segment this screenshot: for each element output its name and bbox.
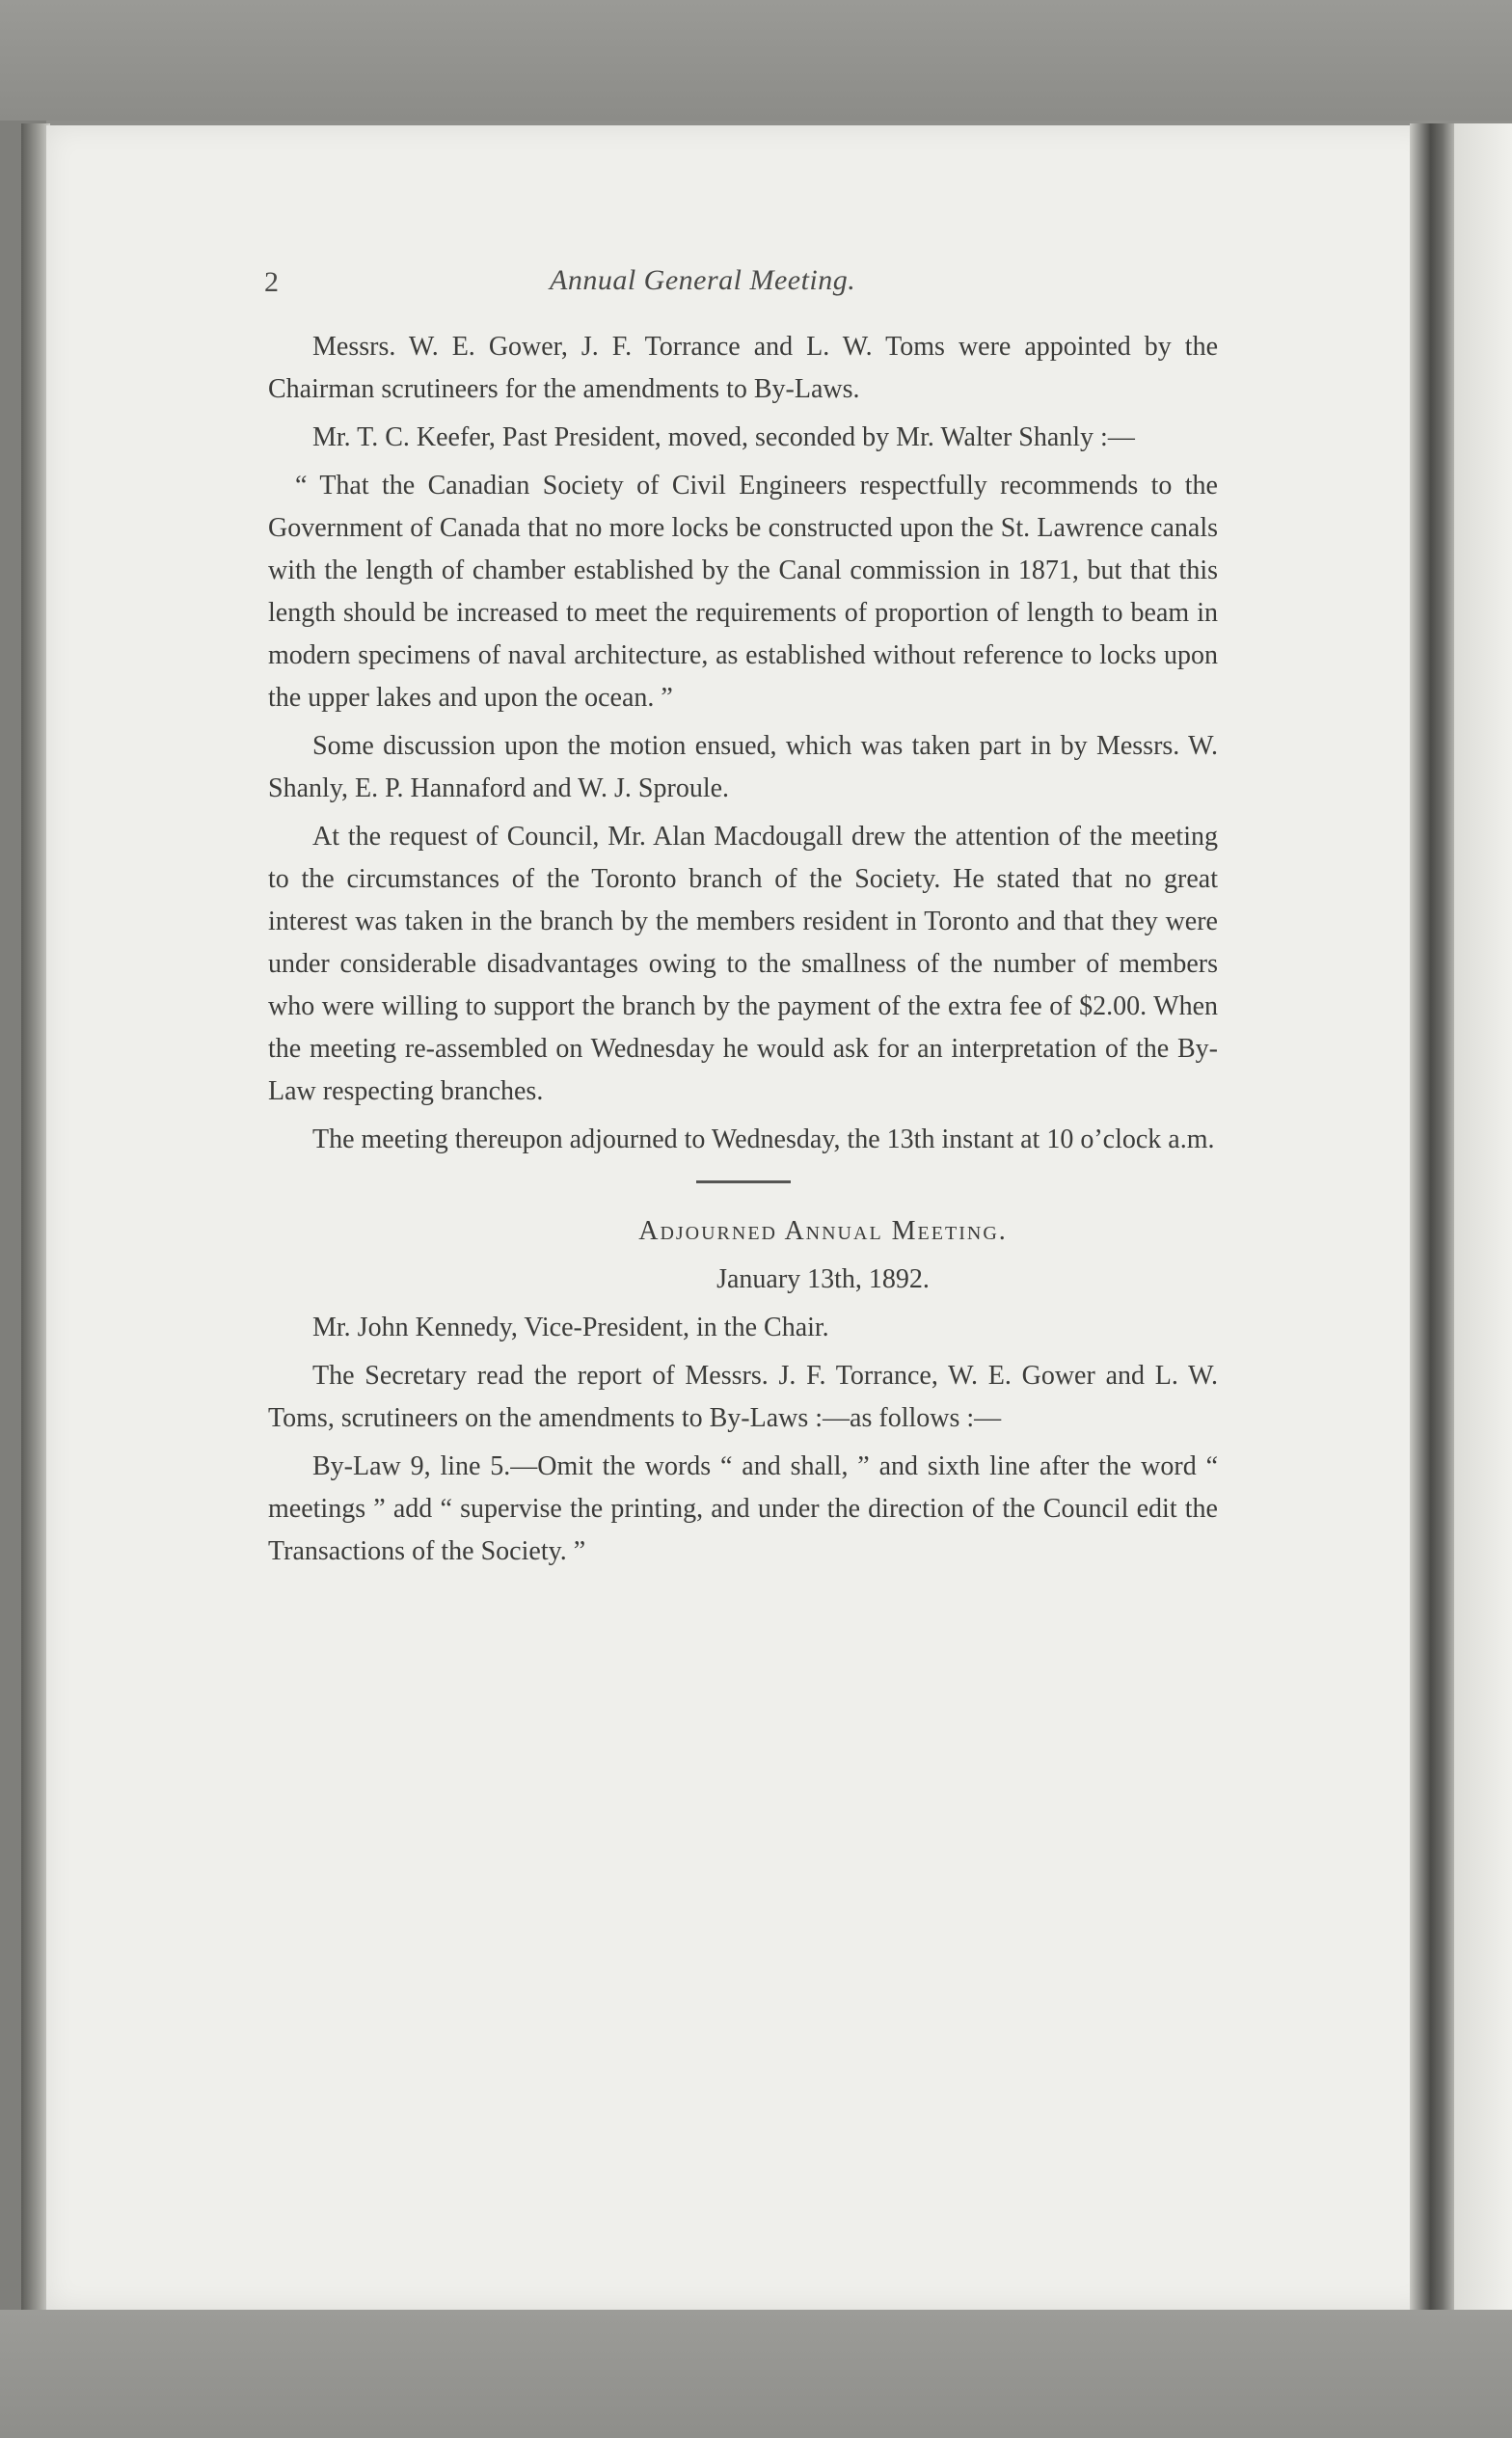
- paragraph-chair: Mr. John Kennedy, Vice-President, in the Chair.: [312, 1313, 829, 1342]
- section-divider: [696, 1180, 791, 1183]
- section-heading: Adjourned Annual Meeting.: [638, 1216, 1008, 1246]
- page-number: 2: [264, 266, 279, 298]
- running-title: Annual General Meeting.: [550, 264, 856, 296]
- page-body: [268, 326, 1218, 1579]
- section-date: January 13th, 1892.: [716, 1264, 930, 1294]
- page-header: [260, 262, 1225, 311]
- scan-background-bottom: [0, 2310, 1512, 2438]
- facing-page-edge: [1454, 123, 1512, 2313]
- paragraph-secretary-report: The Secretary read the report of Messrs. J. F. Torrance, W. E. Gower and L. W. Toms, scrutineers on the amendments to By-Laws :—as follows :—: [268, 1361, 1218, 1433]
- paragraph-adjournment: The meeting thereupon adjourned to Wednesday, the 13th instant at 10 o’clock a.m.: [312, 1124, 1215, 1154]
- paragraph-motion: Mr. T. C. Keefer, Past President, moved, seconded by Mr. Walter Shanly :—: [312, 422, 1135, 452]
- book-gutter: [1410, 123, 1456, 2313]
- paragraph-resolution-quote: “ That the Canadian Society of Civil Engineers respectfully recommends to the Government of Canada that no more locks be constructed upon the St. Lawrence canals with the length of chamber established by the Canal commission in 1871, but that this length should be increased to meet the requirements of proportion of length to beam in modern specimens of naval architecture, as established without reference to locks upon the upper lakes and upon the ocean. ”: [268, 471, 1218, 713]
- paragraph-discussion: Some discussion upon the motion ensued, which was taken part in by Messrs. W. Shanly, E. P. Hannaford and W. J. Sproule.: [268, 731, 1218, 803]
- paragraph-scrutineers: Messrs. W. E. Gower, J. F. Torrance and L. W. Toms were appointed by the Chairman scrutineers for the amendments to By-Laws.: [268, 332, 1218, 404]
- paragraph-toronto-branch: At the request of Council, Mr. Alan Macdougall drew the attention of the meeting to the circumstances of the Toronto branch of the Society. He stated that no great interest was taken in the branch by the members resident in Toronto and that they were under considerable disadvantages owing to the smallness of the number of members who were willing to support the branch by the payment of the extra fee of $2.00. When the meeting re-assembled on Wednesday he would ask for an interpretation of the By-Law respecting branches.: [268, 822, 1218, 1106]
- paragraph-bylaw-9: By-Law 9, line 5.—Omit the words “ and shall, ” and sixth line after the word “ meetings ” add “ supervise the printing, and under the direction of the Council edit the Transactions of the Society. ”: [268, 1451, 1218, 1566]
- scan-background-top: [0, 0, 1512, 121]
